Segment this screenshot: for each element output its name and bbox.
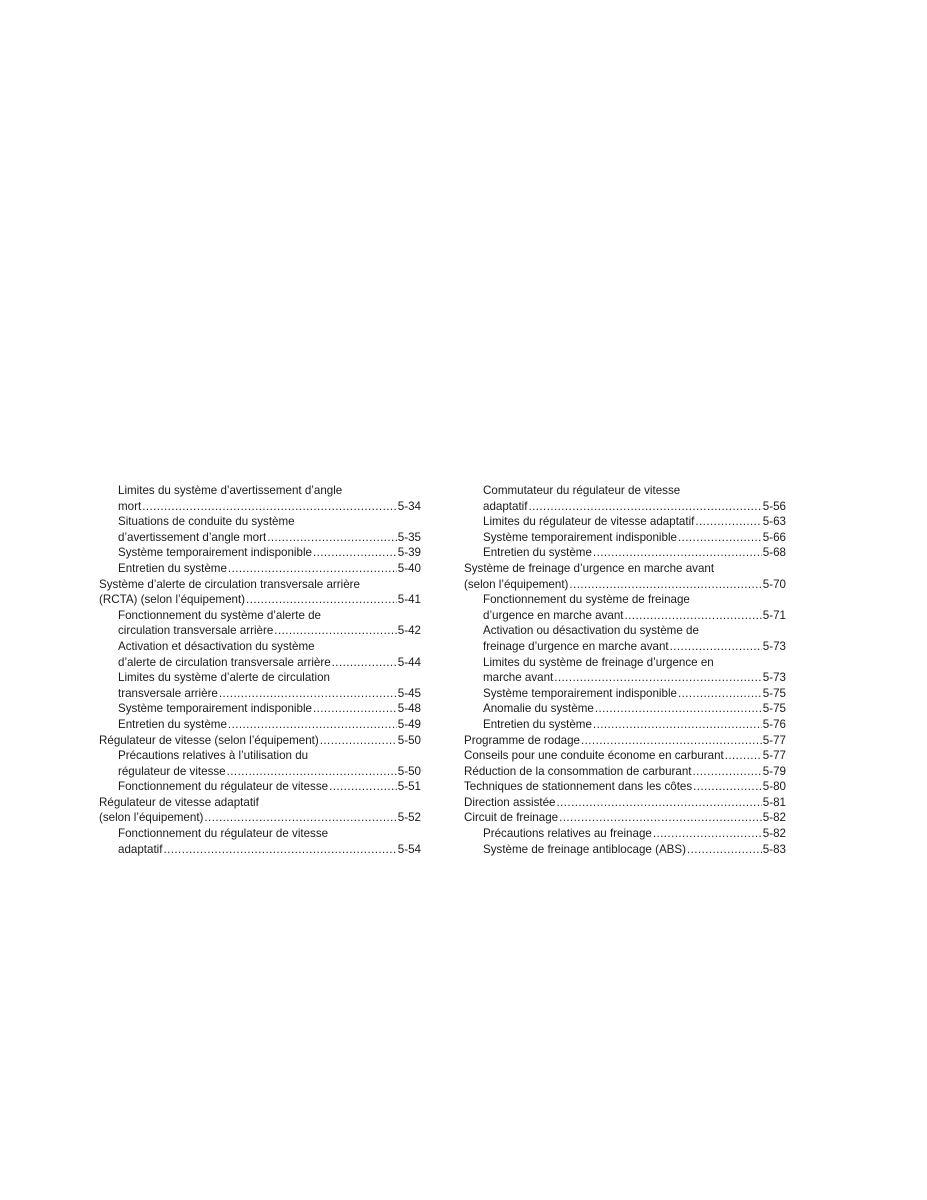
toc-entry-title: Système temporairement indisponible <box>483 530 677 544</box>
dot-leader <box>313 701 397 717</box>
toc-entry[interactable] <box>99 545 421 561</box>
toc-page-number: 5-81 <box>762 795 786 809</box>
toc-page-number: 5-79 <box>762 764 786 778</box>
dot-leader <box>163 842 396 858</box>
toc-entry-title: (selon l’équipement) <box>99 811 204 825</box>
toc-entry[interactable] <box>99 748 421 779</box>
toc-page-number: 5-77 <box>762 733 786 747</box>
toc-entry-title: Conseils pour une conduite économe en carburant <box>464 749 724 763</box>
dot-leader <box>228 561 397 577</box>
toc-entry-title: circulation transversale arrière <box>118 624 274 638</box>
dot-leader <box>246 592 397 608</box>
toc-page-number: 5-56 <box>762 499 786 513</box>
toc-entry[interactable] <box>464 733 786 749</box>
toc-entry-title: Entretien du système <box>483 546 592 560</box>
toc-page-number: 5-45 <box>397 686 421 700</box>
toc-entry-title: Programme de rodage <box>464 733 580 747</box>
toc-entry[interactable] <box>99 670 421 701</box>
dot-leader <box>204 810 396 826</box>
toc-entry-title: Techniques de stationnement dans les côtes <box>464 780 693 794</box>
toc-entry-title: Système de freinage d’urgence en marche avant <box>464 561 715 575</box>
toc-page-number: 5-51 <box>397 780 421 794</box>
toc-page-number: 5-35 <box>397 530 421 544</box>
toc-entry-title: adaptatif <box>483 499 528 513</box>
toc-entry-title: Activation et désactivation du système <box>118 639 315 653</box>
toc-entry-title: marche avant <box>483 671 554 685</box>
toc-page-number: 5-44 <box>397 655 421 669</box>
toc-entry-title: (RCTA) (selon l’équipement) <box>99 593 246 607</box>
toc-entry-title: Limites du régulateur de vitesse adaptatif <box>483 515 695 529</box>
toc-entry[interactable] <box>99 514 421 545</box>
dot-leader <box>670 639 762 655</box>
dot-leader <box>528 499 761 515</box>
toc-entry-title: Entretien du système <box>483 717 592 731</box>
dot-leader <box>313 545 397 561</box>
toc-page-number: 5-82 <box>762 811 786 825</box>
dot-leader <box>274 623 396 639</box>
toc-entry-title: Direction assistée <box>464 795 556 809</box>
toc-entry-title: d’urgence en marche avant <box>483 608 624 622</box>
toc-entry[interactable] <box>464 483 786 514</box>
dot-leader <box>595 701 762 717</box>
toc-page-number: 5-75 <box>762 686 786 700</box>
toc-page-number: 5-52 <box>397 811 421 825</box>
toc-entry[interactable] <box>99 779 421 795</box>
dot-leader <box>725 748 762 764</box>
toc-entry[interactable] <box>464 717 786 733</box>
toc-page-number: 5-50 <box>397 733 421 747</box>
toc-entry-title: Système d’alerte de circulation transversale arrière <box>99 577 360 591</box>
toc-page-number: 5-49 <box>397 717 421 731</box>
dot-leader <box>625 608 762 624</box>
toc-column-left <box>99 483 421 857</box>
toc-entry[interactable] <box>99 733 421 749</box>
toc-entry[interactable] <box>464 623 786 654</box>
toc-entry-title: Circuit de freinage <box>464 811 559 825</box>
toc-entry-title: Précautions relatives au freinage <box>483 827 652 841</box>
toc-entry[interactable] <box>464 748 786 764</box>
toc-entry-title: régulateur de vitesse <box>118 764 226 778</box>
toc-page-number: 5-73 <box>762 639 786 653</box>
toc-page-number: 5-82 <box>762 827 786 841</box>
toc-entry[interactable] <box>99 608 421 639</box>
toc-entry-title: Entretien du système <box>118 717 227 731</box>
dot-leader <box>569 577 761 593</box>
toc-entry[interactable] <box>99 577 421 608</box>
toc-page-number: 5-40 <box>397 561 421 575</box>
toc-entry[interactable] <box>464 764 786 780</box>
dot-leader <box>593 545 762 561</box>
toc-entry-title: Limites du système d’alerte de circulation <box>118 671 331 685</box>
toc-page-number: 5-76 <box>762 717 786 731</box>
toc-entry-title: Précautions relatives à l’utilisation du <box>118 749 309 763</box>
dot-leader <box>228 717 397 733</box>
toc-entry[interactable] <box>464 545 786 561</box>
toc-page-number: 5-42 <box>397 624 421 638</box>
dot-leader <box>554 670 762 686</box>
toc-entry-title: Commutateur du régulateur de vitesse <box>483 484 681 497</box>
toc-entry-title: d’avertissement d’angle mort <box>118 530 267 544</box>
toc-entry-title: Activation ou désactivation du système de <box>483 624 699 638</box>
toc-entry[interactable] <box>464 530 786 546</box>
dot-leader <box>219 686 397 702</box>
toc-entry[interactable] <box>464 779 786 795</box>
toc-page-number: 5-83 <box>762 842 786 856</box>
toc-entry-title: Limites du système de freinage d’urgence en <box>483 655 714 669</box>
toc-page-number: 5-73 <box>762 671 786 685</box>
toc-entry-title: Système temporairement indisponible <box>483 686 677 700</box>
toc-entry-title: Régulateur de vitesse (selon l’équipement) <box>99 733 319 747</box>
toc-entry[interactable] <box>464 561 786 592</box>
toc-entry-title: Fonctionnement du système de freinage <box>483 593 690 607</box>
dot-leader <box>332 655 397 671</box>
toc-entry-title: Système de freinage antiblocage (ABS) <box>483 842 687 856</box>
toc-page-number: 5-80 <box>762 780 786 794</box>
toc-entry-title: Entretien du système <box>118 561 227 575</box>
toc-entry-title: d’alerte de circulation transversale arrière <box>118 655 331 669</box>
toc-entry-title: Système temporairement indisponible <box>118 702 312 716</box>
toc-page-number: 5-34 <box>397 499 421 513</box>
toc-entry-title: Fonctionnement du régulateur de vitesse <box>118 780 329 794</box>
toc-entry[interactable] <box>464 655 786 686</box>
toc-entry-title: Limites du système d’avertissement d’angle <box>118 484 343 497</box>
toc-page-number: 5-50 <box>397 764 421 778</box>
toc-entry-title: Fonctionnement du régulateur de vitesse <box>118 827 329 841</box>
toc-entry-title: freinage d’urgence en marche avant <box>483 639 669 653</box>
dot-leader <box>678 686 762 702</box>
toc-entry-title: transversale arrière <box>118 686 218 700</box>
toc-entry-title: Régulateur de vitesse adaptatif <box>99 795 259 809</box>
dot-leader <box>557 795 762 811</box>
dot-leader <box>142 499 397 515</box>
toc-page-number: 5-68 <box>762 546 786 560</box>
toc-entry-title: (selon l’équipement) <box>464 577 569 591</box>
toc-page-number: 5-54 <box>397 842 421 856</box>
toc-entry-title: mort <box>118 499 142 513</box>
dot-leader <box>267 530 397 546</box>
toc-entry[interactable] <box>99 701 421 717</box>
dot-leader <box>687 842 762 858</box>
toc-entry[interactable] <box>99 561 421 577</box>
dot-leader <box>693 779 762 795</box>
toc-page-number: 5-70 <box>762 577 786 591</box>
toc-entry[interactable] <box>99 795 421 826</box>
dot-leader <box>559 810 762 826</box>
dot-leader <box>227 764 397 780</box>
toc-column-right <box>464 483 786 857</box>
dot-leader <box>693 764 762 780</box>
toc-page-number: 5-63 <box>762 515 786 529</box>
toc-entry[interactable] <box>464 810 786 826</box>
toc-page-number: 5-41 <box>397 593 421 607</box>
toc-entry-title: Système temporairement indisponible <box>118 546 312 560</box>
toc-entry[interactable] <box>464 514 786 530</box>
toc-page-number: 5-75 <box>762 702 786 716</box>
dot-leader <box>653 826 762 842</box>
toc-entry[interactable] <box>464 826 786 842</box>
toc-entry[interactable] <box>99 483 421 514</box>
toc-page-number: 5-66 <box>762 530 786 544</box>
toc-entry-title: Réduction de la consommation de carburant <box>464 764 692 778</box>
dot-leader <box>320 733 397 749</box>
toc-entry[interactable] <box>99 826 421 857</box>
dot-leader <box>695 514 761 530</box>
dot-leader <box>678 530 762 546</box>
dot-leader <box>581 733 762 749</box>
dot-leader <box>329 779 397 795</box>
toc-entry[interactable] <box>464 592 786 623</box>
toc-entry-title: adaptatif <box>118 842 163 856</box>
dot-leader <box>593 717 762 733</box>
toc-entry-title: Anomalie du système <box>483 702 594 716</box>
toc-page-number: 5-39 <box>397 546 421 560</box>
toc-page-number: 5-71 <box>762 608 786 622</box>
toc-entry-title: Situations de conduite du système <box>118 515 295 529</box>
toc-entry[interactable] <box>464 795 786 811</box>
toc-entry-title: Fonctionnement du système d’alerte de <box>118 608 322 622</box>
toc-page-number: 5-77 <box>762 749 786 763</box>
toc-page-number: 5-48 <box>397 702 421 716</box>
toc-entry[interactable] <box>464 842 786 858</box>
toc-entry[interactable] <box>464 686 786 702</box>
toc-entry[interactable] <box>464 701 786 717</box>
toc-entry[interactable] <box>99 717 421 733</box>
toc-entry[interactable] <box>99 639 421 670</box>
